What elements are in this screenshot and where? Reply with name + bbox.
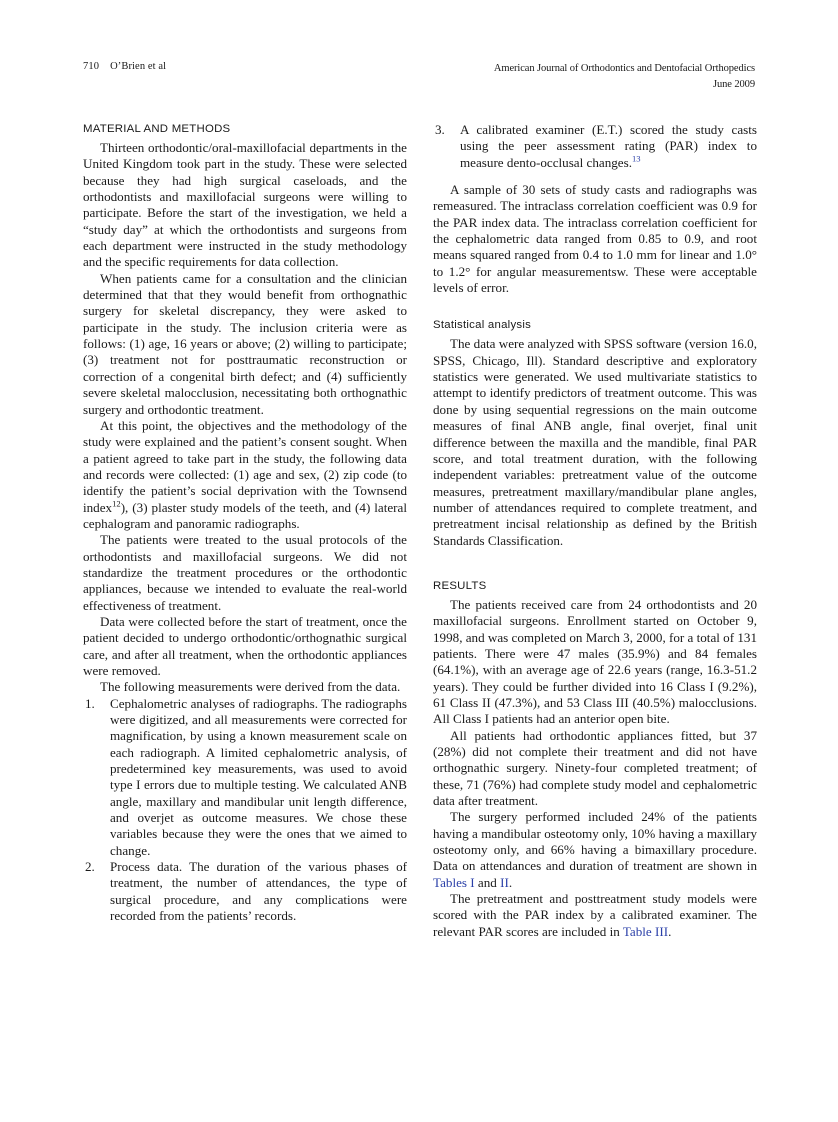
- reference-marker-12: 12: [112, 498, 121, 509]
- paragraph-results-par-part2: .: [668, 923, 672, 939]
- issue-date: June 2009: [713, 78, 755, 90]
- link-tables-1[interactable]: Tables I: [433, 874, 475, 890]
- paragraph-measurements-intro: The following measurements were derived from the data.: [100, 679, 401, 695]
- list-item-process-data: [83, 859, 407, 924]
- journal-title: American Journal of Orthodontics and Dentofacial Orthopedics: [493, 63, 755, 74]
- paragraph-results-par-scores: [433, 891, 757, 940]
- list-item-text: A calibrated examiner (E.T.) scored the study casts using the peer assessment rating (PAR) index to measure dento-occlusal changes.: [460, 122, 757, 170]
- link-table-2[interactable]: II: [500, 874, 509, 890]
- measurements-list-continued: [433, 122, 757, 171]
- paragraph-reliability: A sample of 30 sets of study casts and radiographs was remeasured. The intraclass correlation coefficient was 0.9 for the PAR index data. The intraclass correlation coefficient for the cephalometric data ranged from 0.85 to 0.9, and root means squared ranged from 0.4 to 1.0 mm for linear and 1.0° to 1.2° for angular measurementsw. These were acceptable levels of error.: [433, 182, 757, 296]
- running-head-right: [494, 61, 755, 92]
- paragraph-departments: Thirteen orthodontic/oral-maxillofacial departments in the United Kingdom took part in the study. These were selected because they had high surgical caseloads, and the orthodontists and maxillofacial surgeons were willing to participate. Before the start of the investigation, we held a “study day” at which the orthodontists and surgeons from each department were instructed in the study methodology and the specific requirements for data collection.: [83, 140, 407, 270]
- link-table-3[interactable]: Table III: [622, 923, 669, 939]
- paragraph-results-demographics: The patients received care from 24 orthodontists and 20 maxillofacial surgeons. Enrollment started on October 9, 1998, and was completed on March 3, 2000, for a total of 131 patients. There were 47 males (35.9%) and 84 females (64.1%), with an average age of 22.6 years (range, 16.3-51.2 years). They could be further divided into 16 Class I (9.2%), 61 Class II (47.3%), and 53 Class III (40.5%) malocclusions. All Class I patients had an anterior open bite.: [433, 596, 757, 727]
- heading-results: RESULTS: [433, 579, 487, 592]
- list-item-number: 1.: [85, 695, 95, 711]
- list-item-cephalometric-analyses: [83, 696, 407, 859]
- paragraph-results-surgery-part1: The surgery performed included 24% of the patients having a mandibular osteotomy only, 10% having a maxillary osteotomy only, and 66% having a bimaxillary procedure. Data on attendances and duration of treatment are shown in: [433, 809, 757, 874]
- paragraph-results-appliances: All patients had orthodontic appliances fitted, but 37 (28%) did not complete their treatment and did not have orthognathic surgery. Ninety-four completed treatment; of these, 71 (76%) had complete study model and cephalometric data after treatment.: [433, 727, 757, 809]
- right-column: [433, 122, 757, 940]
- measurements-list: [83, 696, 407, 925]
- running-head-authors: O’Brien et al: [110, 61, 167, 72]
- paragraph-data-records-part2: ), (3) plaster study models of the teeth, and (4) lateral cephalogram and panoramic radiographs.: [83, 499, 407, 531]
- list-item-text: Process data. The duration of the various phases of treatment, the number of attendances, the type of surgical procedure, and any complications were recorded from the patients’ records.: [110, 859, 407, 924]
- list-item-number: 2.: [85, 859, 95, 875]
- paragraph-inclusion-criteria: When patients came for a consultation and the clinician determined that that they would benefit from orthognathic surgery for skeletal discrepancy, they were asked to participate in the study. The inclusion criteria were as follows: (1) age, 16 years or above; (2) willing to participate; (3) treatment not for posttraumatic reconstruction or correction of a congenital birth defect; and (4) sufficiently severe skeletal malocclusion, necessitating both orthognathic surgery and orthodontic treatment.: [83, 270, 407, 417]
- list-item-par-index: [433, 122, 757, 171]
- left-column: [83, 122, 407, 925]
- paragraph-results-surgery-mid: and: [474, 874, 501, 890]
- page-number: 710: [83, 61, 100, 72]
- reference-marker-13[interactable]: 13: [631, 153, 641, 164]
- paragraph-data-records: [83, 418, 407, 532]
- list-item-text: Cephalometric analyses of radiographs. The radiographs were digitized, and all measurements were corrected for magnification, by using a known measurement scale on each radiograph. A limited cephalometric analysis, of predetermined key measurements, was used to avoid type I errors due to multiple testing. We calculated ANB angle, maxillary and mandibular unit length difference, and overjet as outcome measures. We chose these variables because they were the ones that we aimed to change.: [110, 695, 407, 858]
- paragraph-data-records-part1: At this point, the objectives and the methodology of the study were explained and the patient’s consent sought. When a patient agreed to take part in the study, the following data and records were collected: (1) age and sex, (2) zip code (to identify the patient’s social deprivation with the Townsend index: [83, 417, 407, 515]
- heading-material-and-methods: MATERIAL AND METHODS: [83, 123, 231, 135]
- running-head-left: [83, 61, 166, 72]
- paragraph-data-collected: Data were collected before the start of treatment, once the patient decided to undergo orthodontic/orthognathic surgical care, and after all treatment, when the orthodontic appliances were removed.: [83, 613, 407, 678]
- paragraph-results-surgery-part2: .: [508, 874, 513, 890]
- paragraph-results-surgery: [433, 809, 757, 891]
- paragraph-statistical-analysis: The data were analyzed with SPSS software (version 16.0, SPSS, Chicago, Ill). Standard descriptive and exploratory statistics were generated. We used multivariate statistics to attempt to identify predictors of treatment outcome. This was done by using sequential regressions on the main outcome measures of final ANB angle, final overjet, final unit difference between the maxilla and the mandible, final PAR score, and total treatment duration, with the following independent variables: pretreatment value of the outcome measures, pretreatment maxillary/mandibular plane angles, number of attendances required to complete treatment, and pretreatment incisal relationship as defined by the British Standards Classification.: [433, 336, 757, 548]
- paragraph-results-par-part1: The pretreatment and posttreatment study models were scored with the PAR index by a calibrated examiner. The relevant PAR scores are included in: [433, 891, 757, 939]
- list-item-number: 3.: [435, 122, 445, 137]
- heading-statistical-analysis: Statistical analysis: [433, 319, 532, 332]
- running-head: [83, 61, 755, 97]
- paragraph-usual-protocols: The patients were treated to the usual protocols of the orthodontists and maxillofacial surgeons. We did not standardize the treatment procedures or the orthodontic appliances, because we intended to evaluate the real-world effectiveness of treatment.: [83, 532, 407, 613]
